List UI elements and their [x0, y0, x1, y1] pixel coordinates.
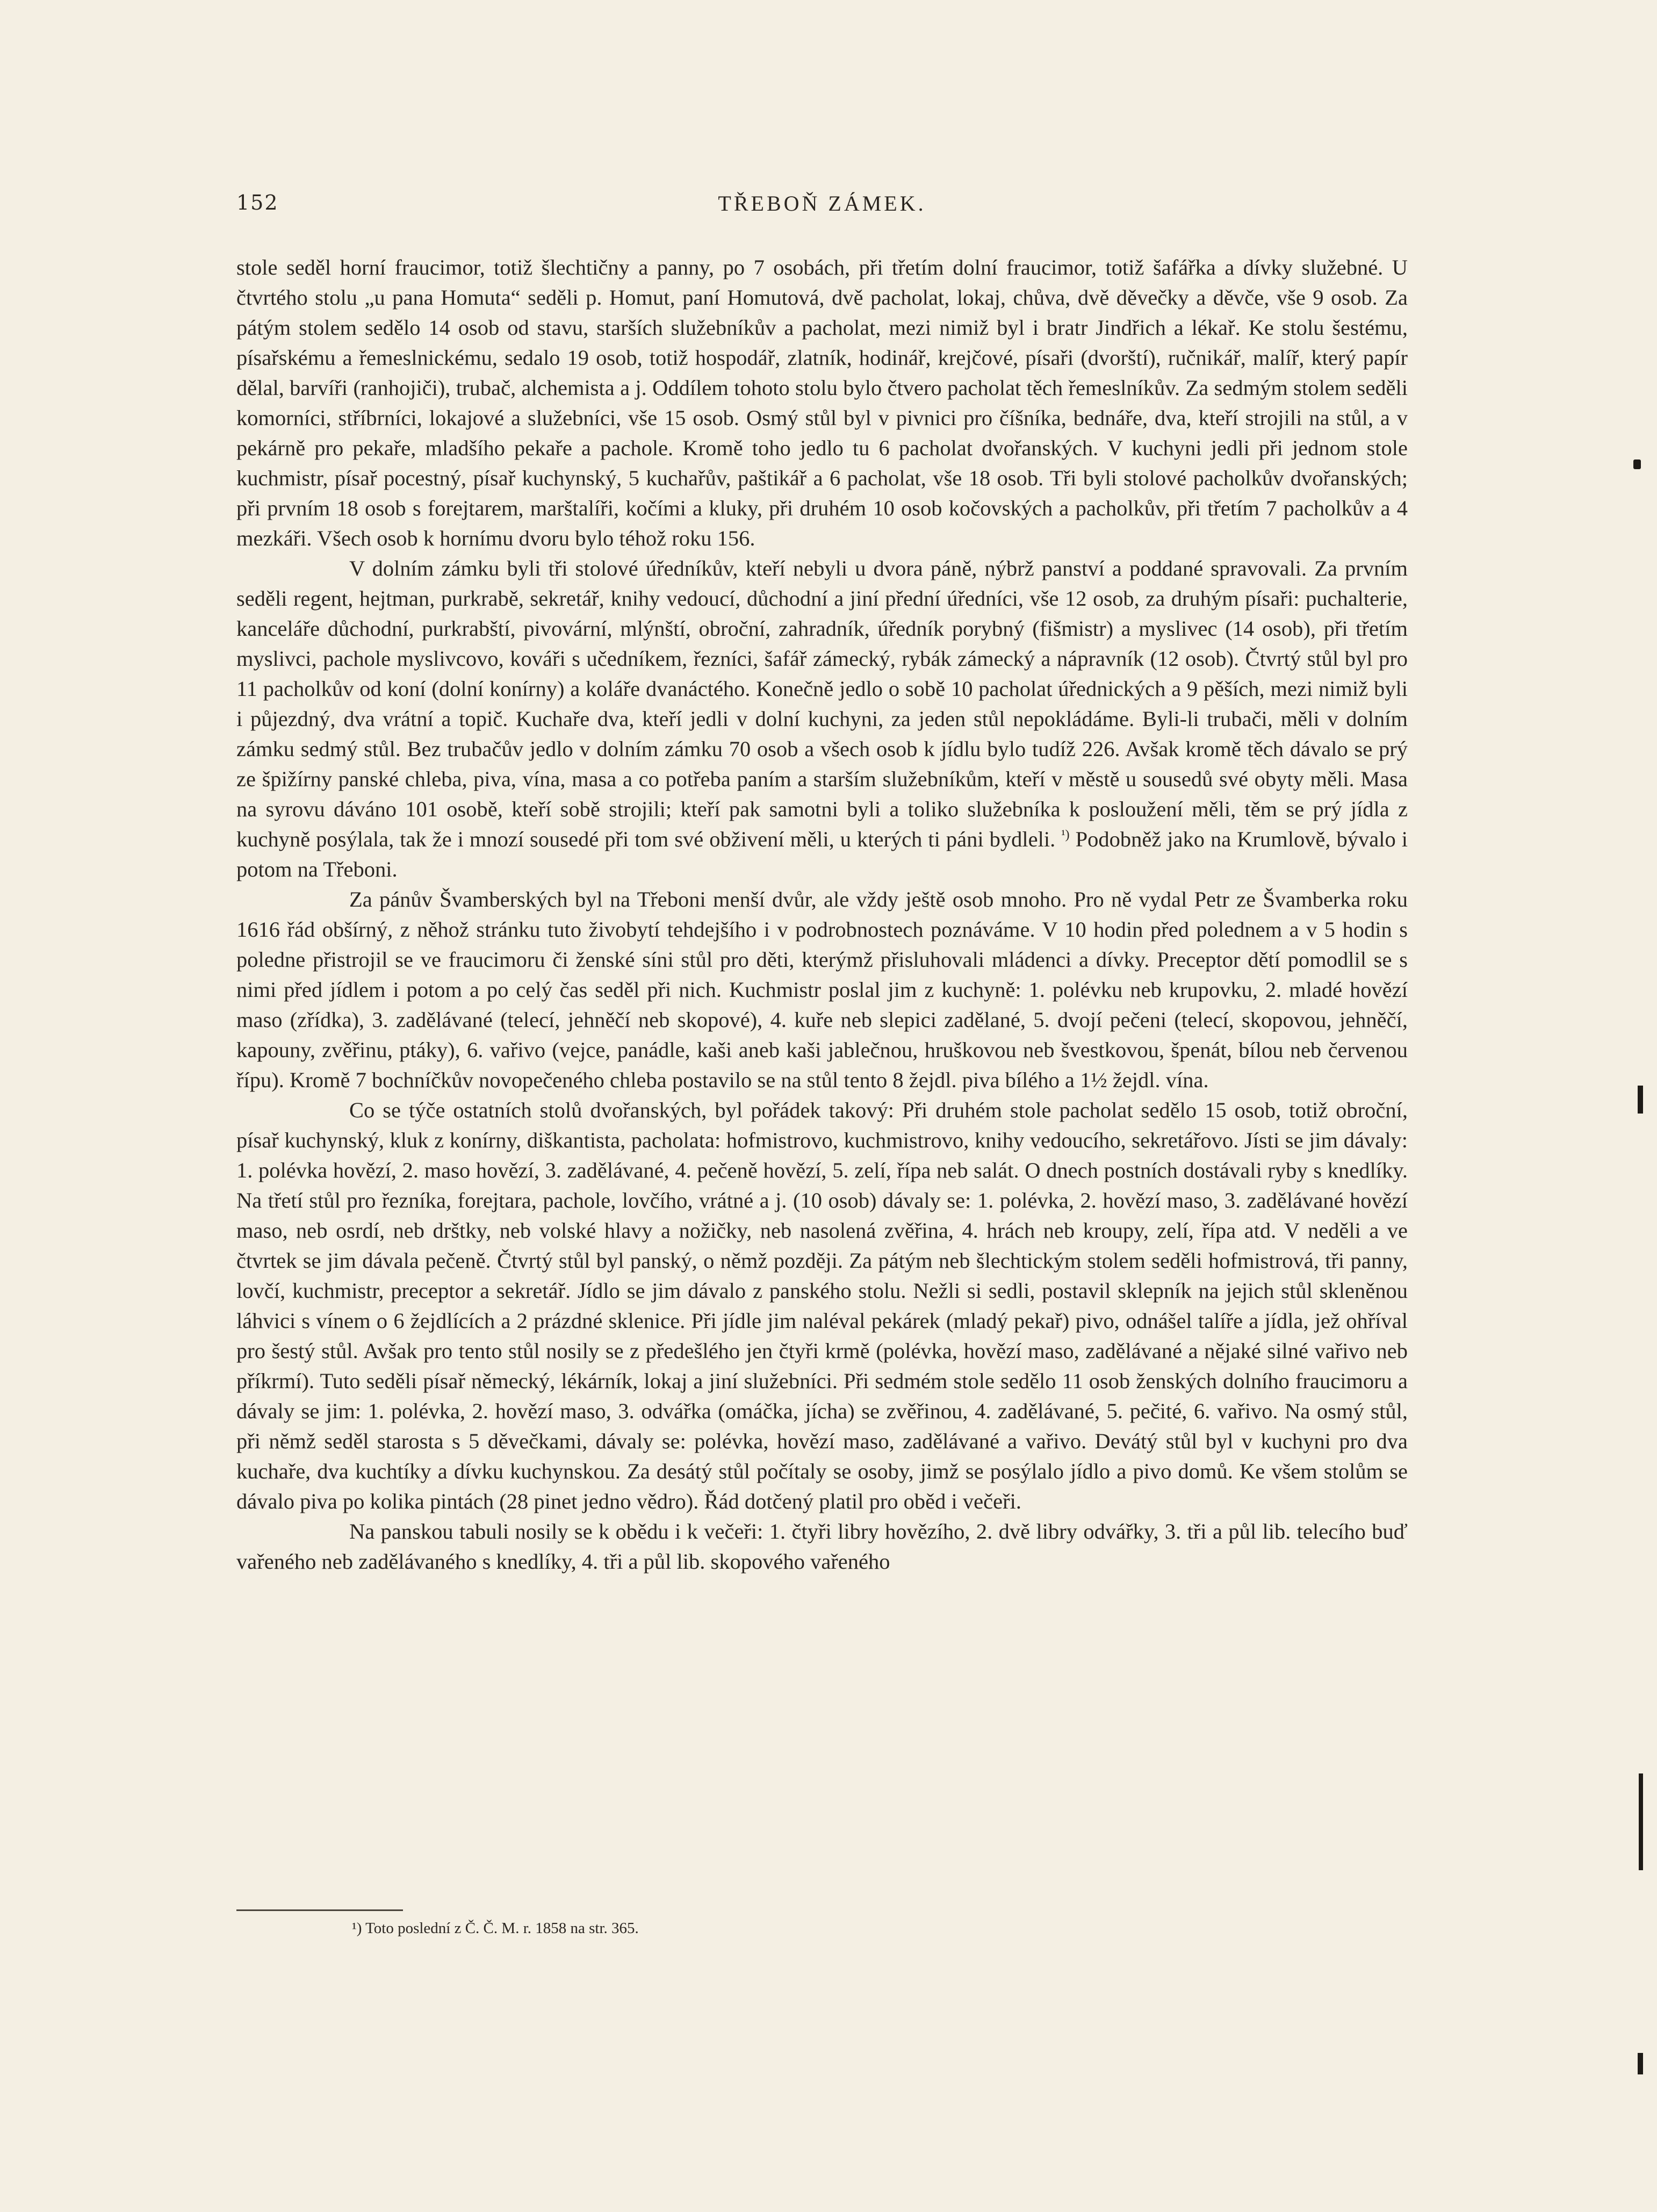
edge-mark-3 — [1639, 1773, 1643, 1870]
paragraph-5 — [236, 1517, 1408, 1577]
paragraph-2-tail: Podobněž jako na Krumlově, bývalo i potom na Třeboni. — [236, 827, 1408, 881]
paragraph-1 — [236, 253, 1408, 554]
footnote: ¹) Toto poslední z Č. Č. M. r. 1858 na str. 365. — [352, 1920, 639, 1937]
footnote-reference[interactable]: ¹) — [1061, 827, 1070, 842]
paragraph-3-text: Za pánův Švamberských byl na Třeboni menší dvůr, ale vždy ještě osob mnoho. Pro ně vydal Petr ze Švamberka roku 1616 řád obšírný, z něhož stránku tuto živobytí tehdejšího i v podrobnostech poznáváme. V 10 hodin před polednem a v 5 hodin s poledne přistrojil se ve fraucimoru či ženské síni stůl pro děti, kterýmž přisluhovali mládenci a dívky. Preceptor dětí pomodlil se s nimi před jídlem i potom a po celý čas seděl při nich. Kuchmistr poslal jim z kuchyně: 1. polévku neb krupovku, 2. mladé hovězí maso (zřídka), 3. zadělávané (telecí, jehněčí neb skopové), 4. kuře neb slepici zadělané, 5. dvojí pečeni (telecí, skopovou, jehněčí, kapouny, zvěřinu, ptáky), 6. vařivo (vejce, panádle, kaši aneb kaši jablečnou, hruškovou neb švestkovou, špenát, bílou neb červenou řípu). Kromě 7 bochníčkův novopečeného chleba postavilo se na stůl tento 8 žejdl. piva bílého a 1½ žejdl. vína. — [236, 887, 1408, 1092]
edge-mark-1 — [1633, 459, 1641, 469]
body-text — [236, 253, 1408, 1577]
paragraph-4 — [236, 1095, 1408, 1517]
footnote-divider — [236, 1909, 403, 1911]
paragraph-3 — [236, 885, 1408, 1095]
paragraph-5-text: Na panskou tabuli nosily se k obědu i k večeři: 1. čtyři libry hovězího, 2. dvě libry odvářky, 3. tři a půl lib. telecího buď vařeného neb zadělávaného s knedlíky, 4. tři a půl lib. skopového vařeného — [236, 1519, 1408, 1574]
edge-mark-2 — [1638, 1086, 1643, 1114]
paragraph-4-text: Co se týče ostatních stolů dvořanských, byl pořádek takový: Při druhém stole pacholat sedělo 15 osob, totiž obroční, písař kuchynský, kluk z konírny, diškantista, pacholata: hofmistrovo, kuchmistrovo, knihy vedoucího, sekretářovo. Jísti se jim dávaly: 1. polévka hovězí, 2. maso hovězí, 3. zadělávané, 4. pečeně hovězí, 5. zelí, řípa neb salát. O dnech postních dostávali ryby s knedlíky. Na třetí stůl pro řezníka, forejtara, pachole, lovčího, vrátné a j. (10 osob) dávaly se: 1. polévka, 2. hovězí maso, 3. zadělávané hovězí maso, neb osrdí, neb drštky, neb volské hlavy a nožičky, neb nasolená zvěřina, 4. hrách neb kroupy, zelí, řípa atd. V neděli a ve čtvrtek se jim dávala pečeně. Čtvrtý stůl byl panský, o němž později. Za pátým neb šlechtickým stolem seděli hofmistrová, tři panny, lovčí, kuchmistr, preceptor a sekretář. Jídlo se jim dávalo z panského stolu. Nežli si sedli, postavil sklepník na jejich stůl skleněnou láhvici s vínem o 6 žejdlících a 2 prázdné sklenice. Při jídle jim naléval pekárek (mladý pekař) pivo, odnášel talíře a jídla, jež ohříval pro šestý stůl. Avšak pro tento stůl nosily se z předešlého jen čtyři krmě (polévka, hovězí maso, zadělávané a nějaké silné vařivo neb příkrmí). Tuto seděli písař německý, lékárník, lokaj a jiní služebníci. Při sedmém stole sedělo 11 osob ženských dolního fraucimoru a dávaly se jim: 1. polévka, 2. hovězí maso, 3. odvářka (omáčka, jícha) se zvěřinou, 4. zadělávané, 5. pečité, 6. vařivo. Na osmý stůl, při němž seděl starosta s 5 děvečkami, dávaly se: polévka, hovězí maso, zadělávané a vařivo. Devátý stůl byl v kuchyni pro dva kuchaře, dva kuchtíky a dívku kuchynskou. Za desátý stůl počítaly se osoby, jimž se posýlalo jídlo a pivo domů. Ke všem stolům se dávalo piva po kolika pintách (28 pinet jedno vědro). Řád dotčený platil pro oběd i večeři. — [236, 1098, 1408, 1513]
paragraph-2 — [236, 554, 1408, 885]
page-number: 152 — [236, 191, 279, 214]
edge-mark-4 — [1638, 2053, 1643, 2074]
page-header — [236, 191, 1408, 223]
paragraph-2-text: V dolním zámku byli tři stolové úředníkův, kteří nebyli u dvora páně, nýbrž panství a poddané spravovali. Za prvním seděli regent, hejtman, purkrabě, sekretář, knihy vedoucí, důchodní a jiní přední úředníci, vše 12 osob, za druhým písaři: puchalterie, kanceláře důchodní, purkrabští, pivovární, mlýnští, obroční, zahradník, úředník porybný (fišmistr) a myslivec (14 osob), při třetím myslivci, pachole myslivcovo, kováři s učedníkem, řezníci, šafář zámecký, rybák zámecký a nápravník (12 osob). Čtvrtý stůl byl pro 11 pacholkův od koní (dolní konírny) a koláře dvanáctého. Konečně jedlo o sobě 10 pacholat úřednických a 9 pěších, mezi nimiž byli i půjezdný, dva vrátní a topič. Kuchaře dva, kteří jedli v dolní kuchyni, za jeden stůl nepokládáme. Byli-li trubači, měli v dolním zámku sedmý stůl. Bez trubačův jedlo v dolním zámku 70 osob a všech osob k jídlu bylo tudíž 226. Avšak kromě těch dávalo se prý ze špižírny panské chleba, piva, vína, masa a co potřeba paním a starším služebníkům, kteří v městě u sousedů své obyty měli. Masa na syrovu dáváno 101 osobě, kteří sobě strojili; kteří pak samotni byli a toliko služebníka k posloužení měli, těm se prý jídla z kuchyně posýlala, tak že i mnozí sousedé při tom své obživení měli, u kterých ti páni bydleli. — [236, 556, 1408, 851]
paragraph-1-text: stole seděl horní fraucimor, totiž šlechtičny a panny, po 7 osobách, při třetím dolní fraucimor, totiž šafářka a dívky služebné. U čtvrtého stolu „u pana Homuta“ seděli p. Homut, paní Homutová, dvě pacholat, lokaj, chůva, dvě děvečky a děvče, vše 9 osob. Za pátým stolem sedělo 14 osob od stavu, starších služebníkův a pacholat, mezi nimiž byl i bratr Jindřich a lékař. Ke stolu šestému, písařskému a řemeslnickému, sedalo 19 osob, totiž hospodář, zlatník, hodinář, krejčové, písaři (dvorští), ručnikář, malíř, který papír dělal, barvíři (ranhojiči), trubač, alchemista a j. Oddílem tohoto stolu bylo čtvero pacholat těch řemeslníkův. Za sedmým stolem seděli komorníci, stříbrníci, lokajové a služebníci, vše 15 osob. Osmý stůl byl v pivnici pro číšníka, bednáře, dva, kteří strojili na stůl, a v pekárně pro pekaře, mladšího pekaře a pachole. Kromě toho jedlo tu 6 pacholat dvořanských. V kuchyni jedli při jednom stole kuchmistr, písař pocestný, písař kuchynský, 5 kuchařův, paštikář a 6 pacholat, vše 18 osob. Tři byli stolové pacholkův dvořanských; při prvním 18 osob s forejtarem, marštalíři, kočími a kluky, při druhém 10 osob kočovských a pacholkův, při třetím 7 pacholkův a 4 mezkáři. Všech osob k hornímu dvoru bylo téhož roku 156. — [236, 255, 1408, 550]
running-title: TŘEBOŇ ZÁMEK. — [718, 191, 926, 216]
